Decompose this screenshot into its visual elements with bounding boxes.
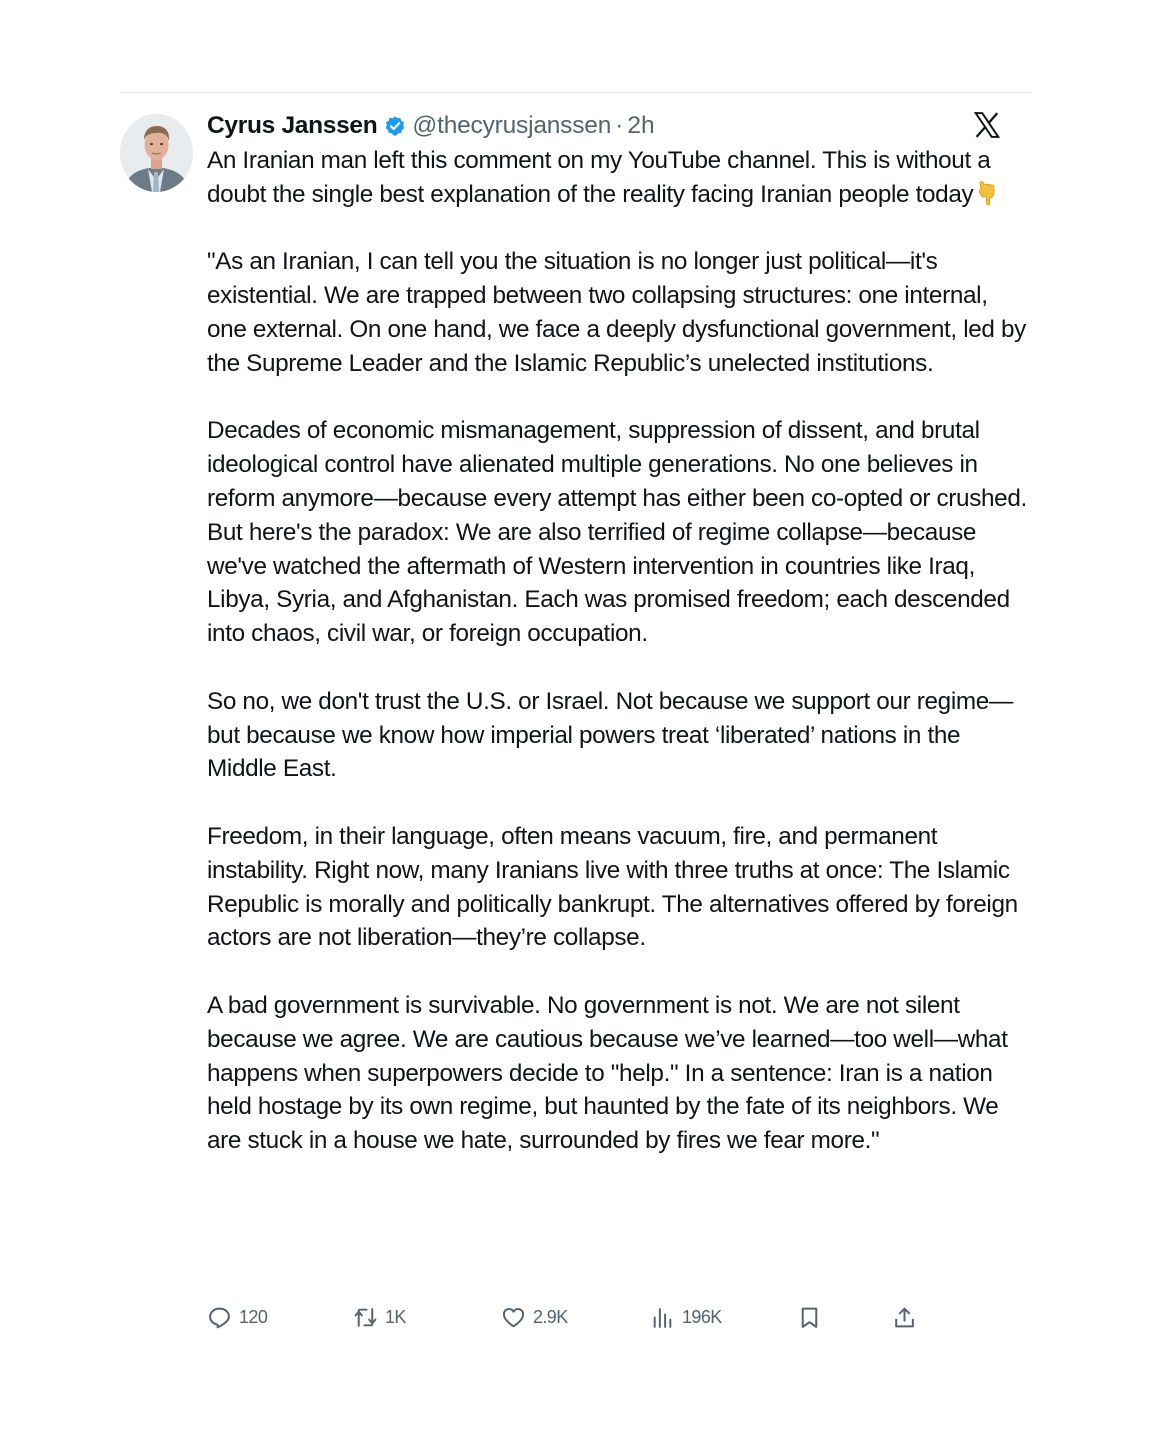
reply-button[interactable] [207,1302,267,1332]
repost-count: 1K [385,1306,406,1327]
pointing-down-emoji-icon [976,180,998,206]
views-icon [650,1305,675,1330]
view-count: 196K [682,1306,722,1327]
quote-paragraph-4: Freedom, in their language, often means vacuum, fire, and permanent instability. Right now, many Iranians live with three truths at once: The Islamic Republic is morally and politically bankrupt. The alternatives offered by foreign actors are not liberation—they’re collapse. [207,822,1018,952]
repost-button[interactable] [353,1302,406,1332]
separator-dot: · [615,112,624,139]
avatar-photo [120,114,193,192]
share-button[interactable] [892,1302,924,1332]
repost-icon [353,1305,378,1330]
bookmark-button[interactable] [797,1302,829,1332]
quote-paragraph-1: "As an Iranian, I can tell you the situation is no longer just political—it's existential. We are trapped between two collapsing structures: one internal, one external. On one hand, we face a deeply dysfunctional government, led by the Supreme Leader and the Islamic Republic’s unelected institutions. [207,248,1026,377]
timestamp[interactable]: 2h [627,112,655,139]
bookmark-icon [797,1305,822,1330]
tweet-body [207,144,1027,1158]
reply-icon [207,1305,232,1330]
top-divider [120,92,1032,93]
avatar[interactable] [120,114,193,192]
like-button[interactable] [501,1302,568,1332]
reply-count: 120 [239,1306,268,1327]
quote-paragraph-5: A bad government is survivable. No government is not. We are not silent because we agree. We are cautious because we’ve learned—too well—what happens when superpowers decide to "help." In a sentence: Iran is a nation held hostage by its own regime, but haunted by the fate of its neighbors. We are stuck in a house we hate, surrounded by fires we fear more." [207,991,1008,1155]
like-count: 2.9K [533,1306,568,1327]
quote-paragraph-3: So no, we don't trust the U.S. or Israel. Not because we support our regime—but because we know how imperial powers treat ‘liberated’ nations in the Middle East. [207,687,1013,783]
tweet-header [207,108,1027,144]
share-icon [892,1305,917,1330]
intro-text: An Iranian man left this comment on my YouTube channel. This is without a doubt the single best explanation of the reality facing Iranian people today [207,147,991,208]
tweet-actions [207,1302,927,1332]
verified-badge-icon [384,115,406,137]
author-handle[interactable]: @thecyrusjanssen [412,112,612,139]
heart-icon [501,1305,526,1330]
quote-paragraph-2: Decades of economic mismanagement, suppression of dissent, and brutal ideological control have alienated multiple generations. No one believes in reform anymore—because every attempt has either been co-opted or crushed. But here's the paradox: We are also terrified of regime collapse—because we've watched the aftermath of Western intervention in countries like Iraq, Libya, Syria, and Afghanistan. Each was promised freedom; each descended into chaos, civil war, or foreign occupation. [207,417,1027,648]
tweet-intro [207,144,1027,212]
author-name[interactable]: Cyrus Janssen [207,112,378,139]
tweet [207,108,1027,1158]
views-button[interactable] [650,1302,722,1332]
